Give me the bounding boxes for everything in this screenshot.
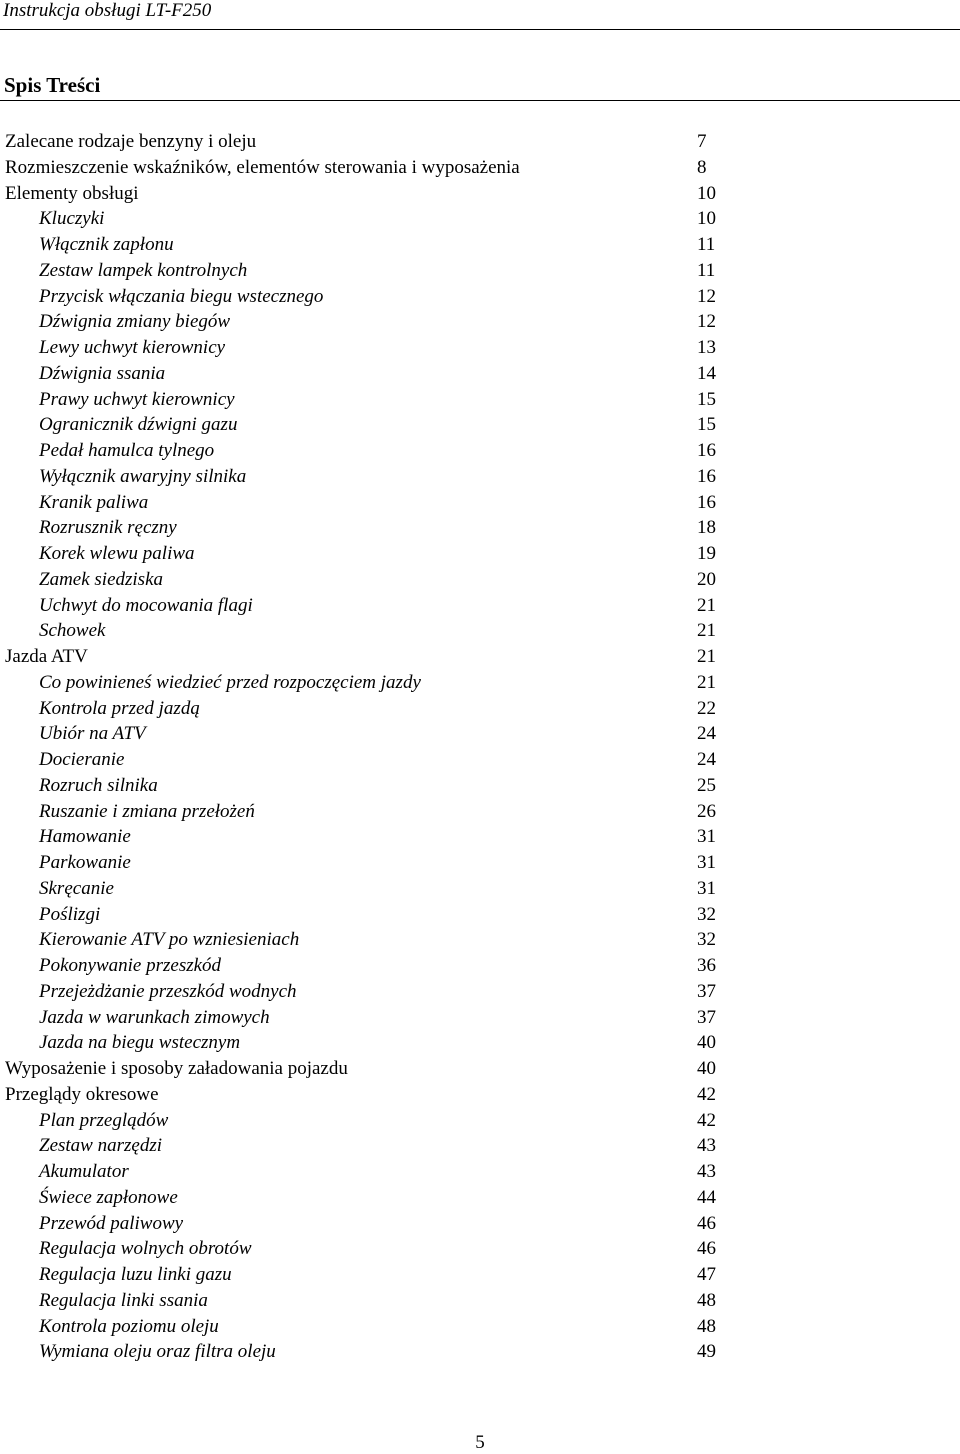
toc-entry-page-number: 32 xyxy=(697,903,716,925)
toc-entry-label: Zamek siedziska xyxy=(39,568,164,590)
toc-subentry[interactable] xyxy=(0,541,960,567)
toc-entry-page-number: 25 xyxy=(697,774,716,796)
toc-subentry[interactable] xyxy=(0,876,960,902)
toc-entry-label: Zestaw narzędzi xyxy=(39,1135,162,1157)
toc-subentry[interactable] xyxy=(0,1185,960,1211)
toc-entry-label: Przejeżdżanie przeszkód wodnych xyxy=(39,980,297,1002)
toc-entry-page-number: 46 xyxy=(697,1212,716,1234)
toc-entry-label: Uchwyt do mocowania flagi xyxy=(39,594,253,616)
toc-entry[interactable] xyxy=(0,129,960,155)
page-number: 5 xyxy=(475,1432,485,1453)
toc-entry-page-number: 16 xyxy=(697,440,716,461)
toc-entry-label: Dźwignia ssania xyxy=(39,362,166,384)
toc-entry-page-number: 40 xyxy=(697,1058,716,1079)
toc-entry-label: Wymiana oleju oraz filtra oleju xyxy=(39,1341,276,1363)
toc-entry-label: Co powinieneś wiedzieć przed rozpoczęciem jazdy xyxy=(39,671,421,693)
toc-subentry[interactable] xyxy=(0,1236,960,1262)
toc-subentry[interactable] xyxy=(0,438,960,464)
toc-entry[interactable] xyxy=(0,1056,960,1082)
toc-subentry[interactable] xyxy=(0,1108,960,1134)
toc-subentry[interactable] xyxy=(0,953,960,979)
toc-subentry[interactable] xyxy=(0,567,960,593)
toc-subentry[interactable] xyxy=(0,361,960,387)
toc-entry-label: Kontrola przed jazdą xyxy=(39,697,200,719)
title-divider xyxy=(0,100,960,101)
toc-subentry[interactable] xyxy=(0,850,960,876)
toc-entry-label: Kranik paliwa xyxy=(39,491,149,513)
toc-subentry[interactable] xyxy=(0,902,960,928)
toc-entry-label: Ruszanie i zmiana przełożeń xyxy=(39,800,255,822)
toc-entry-page-number: 19 xyxy=(697,543,716,564)
toc-subentry[interactable] xyxy=(0,1314,960,1340)
toc-entry-page-number: 31 xyxy=(697,852,716,873)
toc-entry-label: Przeglądy okresowe xyxy=(5,1083,159,1105)
toc-entry-label: Ogranicznik dźwigni gazu xyxy=(39,414,238,436)
toc-entry-page-number: 13 xyxy=(697,337,716,358)
toc-subentry[interactable] xyxy=(0,490,960,516)
toc-subentry[interactable] xyxy=(0,206,960,232)
toc-subentry[interactable] xyxy=(0,412,960,438)
toc-entry-page-number: 11 xyxy=(697,259,716,281)
toc-entry-page-number: 43 xyxy=(697,1161,716,1182)
toc-entry-page-number: 44 xyxy=(697,1186,716,1208)
toc-entry-page-number: 31 xyxy=(697,877,716,899)
toc-entry-page-number: 21 xyxy=(697,671,716,693)
toc-entry-label: Regulacja wolnych obrotów xyxy=(39,1238,252,1260)
toc-entry-label: Rozmieszczenie wskaźników, elementów sterowania i wyposażenia xyxy=(5,156,520,178)
toc-entry-page-number: 16 xyxy=(697,491,716,513)
toc-subentry[interactable] xyxy=(0,309,960,335)
toc-entry-page-number: 12 xyxy=(697,311,716,333)
toc-entry-page-number: 37 xyxy=(697,980,716,1002)
toc-entry-label: Zalecane rodzaje benzyny i oleju xyxy=(5,131,257,152)
toc-entry-page-number: 26 xyxy=(697,800,716,822)
toc-entry-page-number: 22 xyxy=(697,697,716,719)
toc-entry-label: Kluczyki xyxy=(39,208,105,230)
toc-entry-page-number: 31 xyxy=(697,826,716,848)
toc-title: Spis Treści xyxy=(4,73,101,97)
toc-entry-page-number: 15 xyxy=(697,414,716,436)
toc-entry-label: Korek wlewu paliwa xyxy=(39,543,195,564)
toc-subentry[interactable] xyxy=(0,618,960,644)
toc-entry-label: Wyłącznik awaryjny silnika xyxy=(39,465,247,487)
toc-entry-page-number: 48 xyxy=(697,1315,716,1337)
toc-entry-label: Prawy uchwyt kierownicy xyxy=(39,388,235,410)
toc-subentry[interactable] xyxy=(0,284,960,310)
toc-entry-label: Lewy uchwyt kierownicy xyxy=(39,337,226,358)
toc-entry-label: Jazda ATV xyxy=(5,646,88,667)
toc-subentry[interactable] xyxy=(0,1005,960,1031)
toc-subentry[interactable] xyxy=(0,1288,960,1314)
toc-entry-label: Jazda w warunkach zimowych xyxy=(39,1006,270,1028)
toc-entry-page-number: 42 xyxy=(697,1109,716,1131)
toc-entry-label: Akumulator xyxy=(39,1161,129,1182)
toc-subentry[interactable] xyxy=(0,335,960,361)
toc-entry-page-number: 10 xyxy=(697,208,716,230)
running-header: Instrukcja obsługi LT-F250 xyxy=(3,0,212,21)
toc-entry-page-number: 24 xyxy=(697,723,716,745)
toc-entry-label: Regulacja luzu linki gazu xyxy=(39,1264,232,1285)
toc-entry-page-number: 40 xyxy=(697,1032,716,1054)
toc-entry-page-number: 15 xyxy=(697,388,716,410)
toc-subentry[interactable] xyxy=(0,258,960,284)
toc-entry-label: Rozruch silnika xyxy=(39,774,158,796)
toc-entry-page-number: 47 xyxy=(697,1264,716,1285)
toc-entry-page-number: 32 xyxy=(697,929,716,951)
toc-subentry[interactable] xyxy=(0,464,960,490)
toc-entry-page-number: 12 xyxy=(697,285,716,307)
toc-subentry[interactable] xyxy=(0,387,960,413)
toc-subentry[interactable] xyxy=(0,747,960,773)
toc-entry-page-number: 42 xyxy=(697,1083,716,1105)
toc-entry-page-number: 49 xyxy=(697,1341,716,1363)
toc-entry-label: Przycisk włączania biegu wstecznego xyxy=(39,285,324,307)
toc-entry-page-number: 20 xyxy=(697,568,716,590)
toc-entry-page-number: 8 xyxy=(697,156,707,178)
toc-entry-label: Świece zapłonowe xyxy=(39,1186,178,1208)
toc-entry-label: Plan przeglądów xyxy=(39,1109,169,1131)
toc-entry-page-number: 24 xyxy=(697,749,716,770)
toc-entry-label: Ubiór na ATV xyxy=(39,723,146,745)
toc-subentry[interactable] xyxy=(0,696,960,722)
toc-subentry[interactable] xyxy=(0,593,960,619)
toc-subentry[interactable] xyxy=(0,979,960,1005)
toc-subentry[interactable] xyxy=(0,1339,960,1365)
toc-entry-label: Dźwignia zmiany biegów xyxy=(39,311,231,333)
header-divider xyxy=(0,29,960,30)
toc-entry-page-number: 10 xyxy=(697,182,716,204)
toc-entry-page-number: 18 xyxy=(697,517,716,539)
toc-subentry[interactable] xyxy=(0,1262,960,1288)
toc-entry-label: Wyposażenie i sposoby załadowania pojazdu xyxy=(5,1058,348,1079)
toc-entry-page-number: 37 xyxy=(697,1006,716,1028)
toc-subentry[interactable] xyxy=(0,1030,960,1056)
toc-entry-page-number: 43 xyxy=(697,1135,716,1157)
toc-entry-label: Hamowanie xyxy=(39,826,131,848)
toc-entry[interactable] xyxy=(0,181,960,207)
toc-entry-label: Pokonywanie przeszkód xyxy=(39,955,222,976)
toc-entry-label: Kontrola poziomu oleju xyxy=(39,1315,219,1337)
toc-subentry[interactable] xyxy=(0,799,960,825)
toc-entry[interactable] xyxy=(0,155,960,181)
toc-entry[interactable] xyxy=(0,1082,960,1108)
toc-entry-page-number: 21 xyxy=(697,620,716,642)
toc-subentry[interactable] xyxy=(0,1133,960,1159)
toc-entry-page-number: 46 xyxy=(697,1238,716,1260)
toc-entry-label: Regulacja linki ssania xyxy=(39,1289,208,1311)
toc-entry-label: Rozrusznik ręczny xyxy=(39,517,177,539)
toc-entry-page-number: 7 xyxy=(697,131,707,152)
toc-subentry[interactable] xyxy=(0,515,960,541)
toc-entry-label: Schowek xyxy=(39,620,106,642)
toc-entry-label: Zestaw lampek kontrolnych xyxy=(39,259,248,281)
toc-entry-page-number: 36 xyxy=(697,955,716,976)
toc-entry-label: Pedał hamulca tylnego xyxy=(39,440,215,461)
toc-entry-label: Jazda na biegu wstecznym xyxy=(39,1032,241,1054)
toc-entry-page-number: 48 xyxy=(697,1289,716,1311)
toc-subentry[interactable] xyxy=(0,1211,960,1237)
toc-entry-page-number: 11 xyxy=(697,234,716,255)
toc-entry-page-number: 21 xyxy=(697,594,716,616)
toc-subentry[interactable] xyxy=(0,232,960,258)
toc-entry[interactable] xyxy=(0,644,960,670)
toc-entry-label: Poślizgi xyxy=(39,903,101,925)
toc-entry-label: Kierowanie ATV po wzniesieniach xyxy=(39,929,300,951)
toc-entry-page-number: 14 xyxy=(697,362,716,384)
toc-entry-page-number: 16 xyxy=(697,465,716,487)
toc-entry-label: Przewód paliwowy xyxy=(39,1212,184,1234)
toc-entry-label: Elementy obsługi xyxy=(5,182,139,204)
toc-subentry[interactable] xyxy=(0,1159,960,1185)
toc-subentry[interactable] xyxy=(0,773,960,799)
toc-entry-label: Skręcanie xyxy=(39,877,114,899)
toc-list xyxy=(0,129,960,1365)
toc-entry-label: Parkowanie xyxy=(39,852,131,873)
toc-entry-label: Docieranie xyxy=(39,749,125,770)
toc-subentry[interactable] xyxy=(0,927,960,953)
toc-subentry[interactable] xyxy=(0,670,960,696)
toc-entry-label: Włącznik zapłonu xyxy=(39,234,174,255)
toc-subentry[interactable] xyxy=(0,824,960,850)
toc-subentry[interactable] xyxy=(0,721,960,747)
toc-entry-page-number: 21 xyxy=(697,646,716,667)
